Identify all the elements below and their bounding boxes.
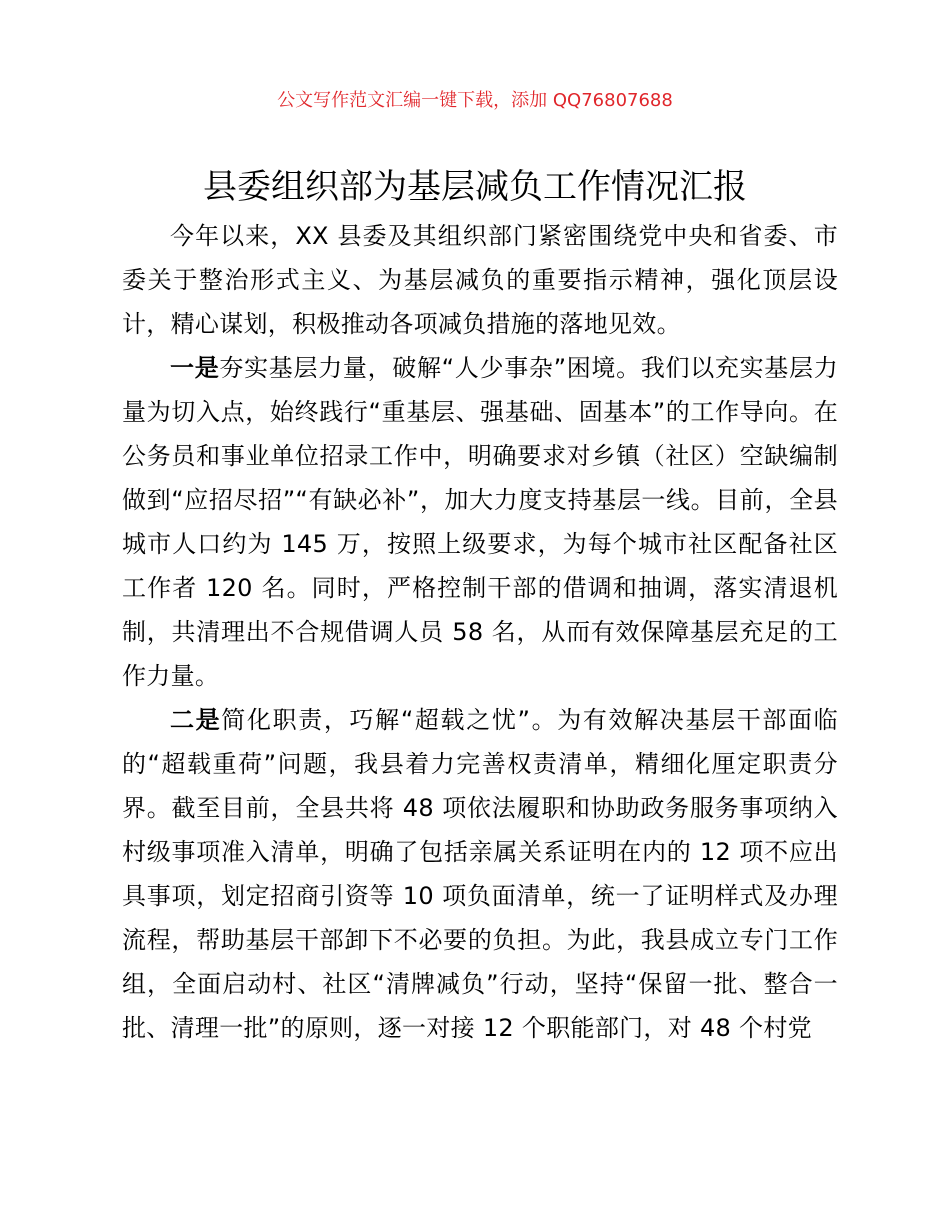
paragraph-lead: 一是 <box>170 354 220 382</box>
paragraph-text: 今年以来，XX 县委及其组织部门紧密围绕党中央和省委、市委关于整治形式主义、为基层减负的重要指示精神，强化顶层设计，精心谋划，积极推动各项减负措施的落地见效。 <box>122 222 838 338</box>
document-body <box>122 214 838 1050</box>
download-banner: 公文写作范文汇编一键下载，添加 QQ76807688 <box>277 90 673 111</box>
paragraph-point-two <box>122 698 838 1050</box>
paragraph-point-one <box>122 346 838 698</box>
paragraph-text: 简化职责，巧解“超载之忧”。为有效解决基层干部面临的“超载重荷”问题，我县着力完善权责清单，精细化厘定职责分界。截至目前，全县共将 48 项依法履职和协助政务服务事项纳入村级事项准入清单，明确了包括亲属关系证明在内的 12 项不应出具事项，划定招商引资等 10 项负面清单，统一了证明样式及办理流程，帮助基层干部卸下不必要的负担。为此，我县成立专门工作组，全面启动村、社区“清牌减负”行动，坚持“保留一批、整合一批、清理一批”的原则，逐一对接 12 个职能部门，对 48 个村党 <box>122 706 838 1042</box>
document-title: 县委组织部为基层减负工作情况汇报 <box>203 167 747 207</box>
paragraph-lead: 二是 <box>170 706 222 734</box>
paragraph-intro <box>122 214 838 346</box>
paragraph-text: 夯实基层力量，破解“人少事杂”困境。我们以充实基层力量为切入点，始终践行“重基层、强基础、固基本”的工作导向。在公务员和事业单位招录工作中，明确要求对乡镇（社区）空缺编制做到“应招尽招”“有缺必补”，加大力度支持基层一线。目前，全县城市人口约为 145 万，按照上级要求，为每个城市社区配备社区工作者 120 名。同时，严格控制干部的借调和抽调，落实清退机制，共清理出不合规借调人员 58 名，从而有效保障基层充足的工作力量。 <box>122 354 838 690</box>
